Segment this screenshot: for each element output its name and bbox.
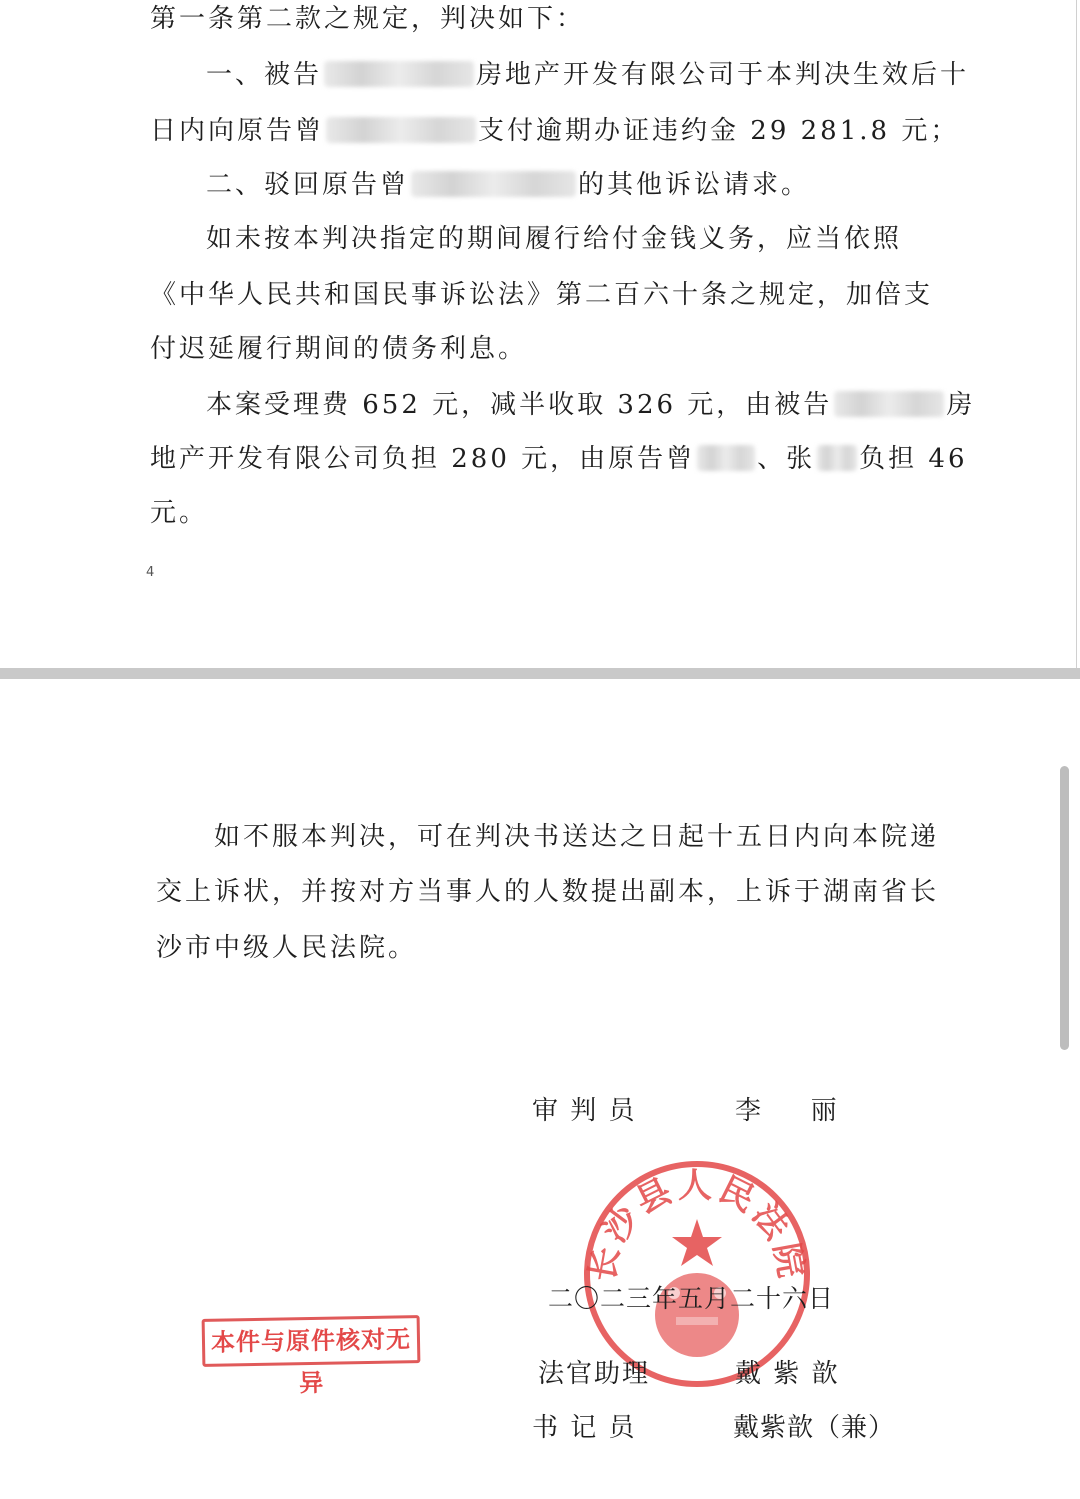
redacted-text <box>411 171 576 197</box>
paragraph-line: 如未按本判决指定的期间履行给付金钱义务，应当依照 <box>206 224 903 254</box>
judgment-date: 二〇二三年五月二十六日 <box>548 1284 835 1313</box>
judge-title: 审 判 员 <box>532 1096 637 1126</box>
page-number: 4 <box>146 565 155 580</box>
judge-name: 李 丽 <box>735 1096 837 1126</box>
redacted-text <box>817 445 857 471</box>
page-edge-line <box>1076 0 1077 668</box>
redacted-text <box>324 61 474 87</box>
redacted-text <box>697 445 755 471</box>
paragraph-line: 地产开发有限公司负担 280 元，由原告曾 、张 负担 46 <box>150 444 968 474</box>
clerk-title: 书 记 员 <box>532 1413 637 1443</box>
scrollbar-thumb[interactable] <box>1060 766 1069 1050</box>
paragraph-line: 付迟延履行期间的债务利息。 <box>150 334 528 364</box>
paragraph-line: 交上诉状，并按对方当事人的人数提出副本，上诉于湖南省长 <box>156 877 940 907</box>
page-divider <box>0 668 1080 679</box>
court-seal <box>580 1157 814 1391</box>
clerk-name: 戴紫歆（兼） <box>733 1413 896 1443</box>
paragraph-line: 二、驳回原告曾 的其他诉讼请求。 <box>206 170 811 200</box>
paragraph-line: 一、被告 房地产开发有限公司于本判决生效后十 <box>206 60 970 90</box>
paragraph-line: 元。 <box>150 498 209 528</box>
svg-text:长沙县人民法院: 长沙县人民法院 <box>582 1165 812 1285</box>
document-page-4 <box>0 0 1080 668</box>
paragraph-line: 日内向原告曾 支付逾期办证违约金 29 281.8 元； <box>150 116 960 146</box>
redacted-text <box>326 117 476 143</box>
assistant-name: 戴 紫 歆 <box>735 1359 840 1389</box>
copy-verified-stamp: 本件与原件核对无异 <box>202 1315 421 1367</box>
document-page-5 <box>0 679 1080 1499</box>
paragraph-line: 本案受理费 652 元，减半收取 326 元，由被告 房 <box>206 390 976 420</box>
paragraph-line: 如不服本判决，可在判决书送达之日起十五日内向本院递 <box>214 822 940 852</box>
paragraph-line: 第一条第二款之规定，判决如下： <box>150 4 586 34</box>
redacted-text <box>834 391 944 417</box>
paragraph-line: 《中华人民共和国民事诉讼法》第二百六十条之规定，加倍支 <box>150 280 934 310</box>
paragraph-line: 沙市中级人民法院。 <box>156 933 418 963</box>
assistant-title: 法官助理 <box>538 1359 651 1389</box>
